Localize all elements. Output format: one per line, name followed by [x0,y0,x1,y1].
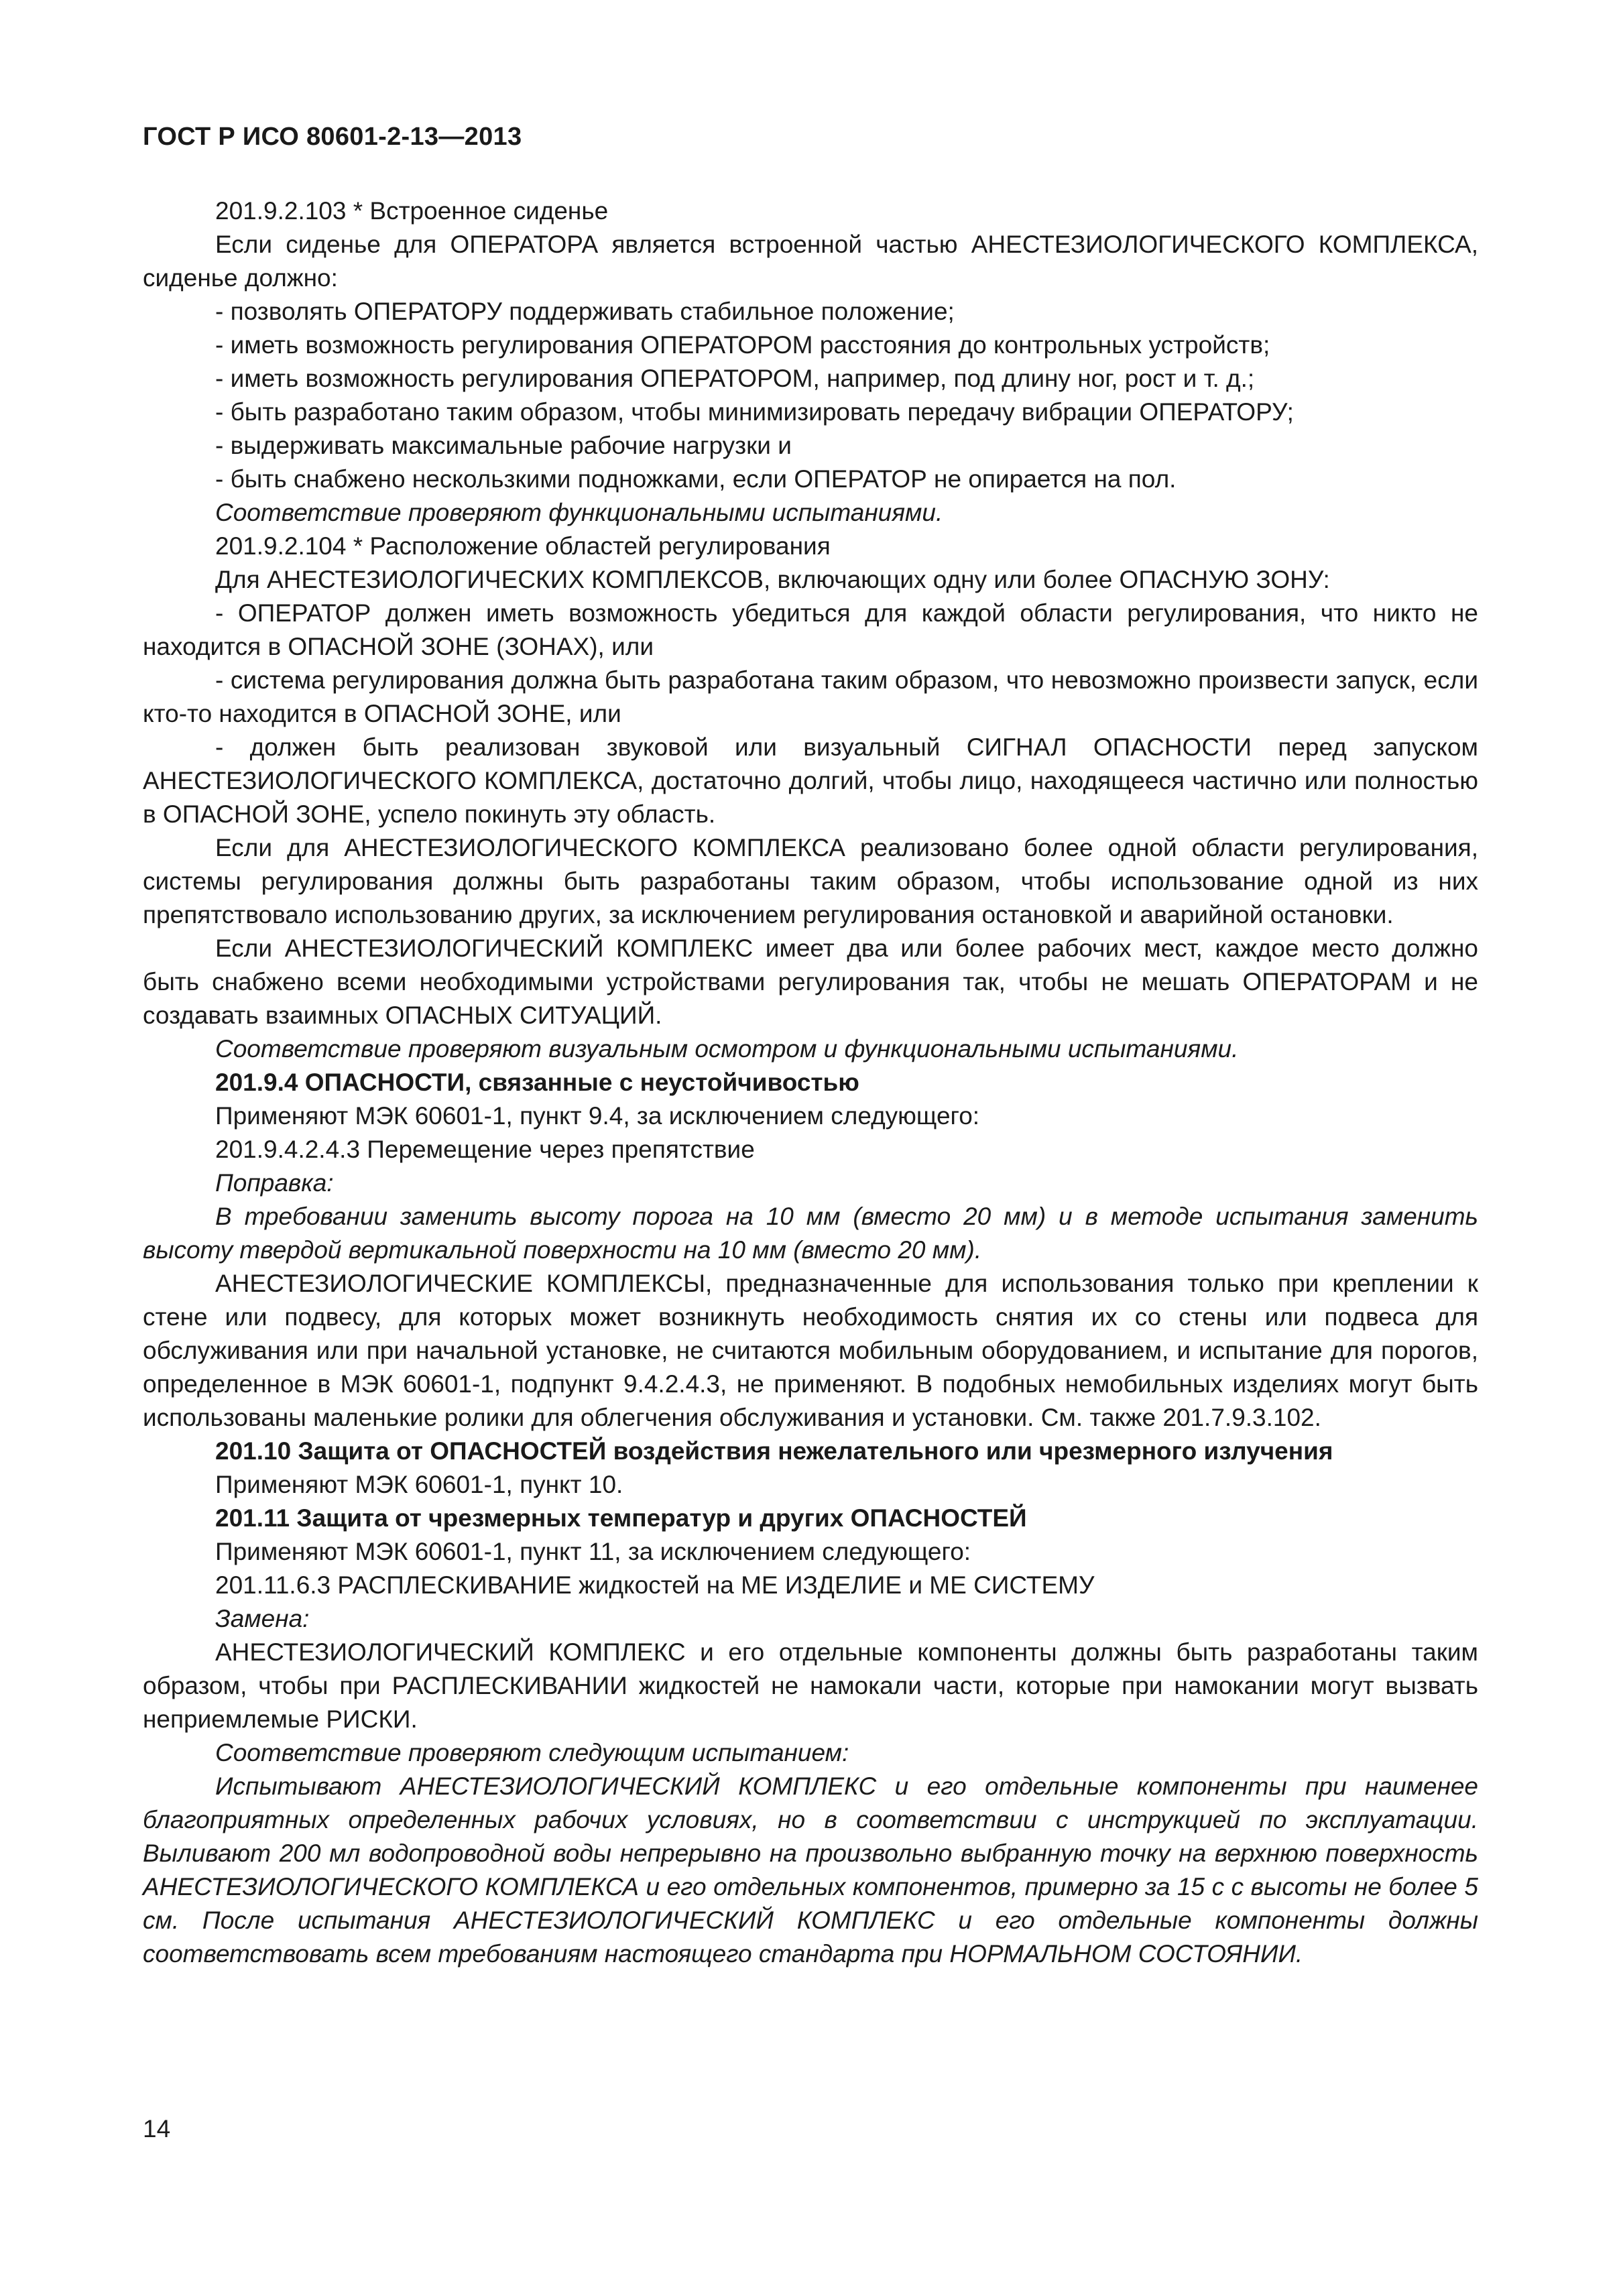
list-item: - быть разработано таким образом, чтобы минимизировать передачу вибрации ОПЕРАТОРУ; [215,398,1294,426]
paragraph: Если сиденье для ОПЕРАТОРА является встроенной частью АНЕСТЕЗИОЛОГИЧЕСКОГО КОМПЛЕКСА, сиденье должно: [143,231,1478,292]
list-item: - иметь возможность регулирования ОПЕРАТОРОМ расстояния до контрольных устройств; [215,331,1270,359]
page-header-standard-id: ГОСТ Р ИСО 80601-2-13—2013 [143,123,522,151]
compliance-note: Соответствие проверяют следующим испытанием: [215,1739,849,1766]
replacement-label: Замена: [215,1605,310,1632]
section-heading: 201.11 Защита от чрезмерных температур и других ОПАСНОСТЕЙ [215,1504,1027,1532]
paragraph: Если АНЕСТЕЗИОЛОГИЧЕСКИЙ КОМПЛЕКС имеет два или более рабочих мест, каждое место должно быть снабжено всеми необходимыми устройствами регулирования так, чтобы не мешать ОПЕРАТОРАМ и не создавать взаимных ОПАСНЫХ СИТУАЦИЙ. [143,934,1478,1029]
test-procedure: Испытывают АНЕСТЕЗИОЛОГИЧЕСКИЙ КОМПЛЕКС и его отдельные компоненты при наименее благоприятных определенных рабочих условиях, но в соответствии с инструкцией по эксплуатации. Выливают 200 мл водопроводной воды непрерывно на произвольно выбранную точку на верхнюю поверхность АНЕСТЕЗИОЛОГИЧЕСКОГО КОМПЛЕКСА и его отдельных компонентов, примерно за 15 с с высоты не более 5 см. После испытания АНЕСТЕЗИОЛОГИЧЕСКИЙ КОМПЛЕКС и его отдельные компоненты должны соответствовать всем требованиям настоящего стандарта при НОРМАЛЬНОМ СОСТОЯНИИ. [143,1772,1478,1968]
compliance-note: Соответствие проверяют визуальным осмотром и функциональными испытаниями. [215,1035,1239,1063]
list-item: - иметь возможность регулирования ОПЕРАТОРОМ, например, под длину ног, рост и т. д.; [215,365,1255,392]
paragraph: Применяют МЭК 60601-1, пункт 9.4, за исключением следующего: [215,1102,980,1130]
paragraph: Для АНЕСТЕЗИОЛОГИЧЕСКИХ КОМПЛЕКСОВ, включающих одну или более ОПАСНУЮ ЗОНУ: [215,566,1330,593]
list-item: - должен быть реализован звуковой или визуальный СИГНАЛ ОПАСНОСТИ перед запуском АНЕСТЕЗИОЛОГИЧЕСКОГО КОМПЛЕКСА, достаточно долгий, чтобы лицо, находящееся частично или полностью в ОПАСНОЙ ЗОНЕ, успело покинуть эту область. [143,733,1478,828]
paragraph: Применяют МЭК 60601-1, пункт 10. [215,1471,623,1498]
list-item: - система регулирования должна быть разработана таким образом, что невозможно произвести запуск, если кто-то находится в ОПАСНОЙ ЗОНЕ, или [143,666,1478,727]
clause-heading: 201.9.2.103 * Встроенное сиденье [215,197,609,225]
paragraph: Если для АНЕСТЕЗИОЛОГИЧЕСКОГО КОМПЛЕКСА реализовано более одной области регулирования, системы регулирования должны быть разработаны таким образом, чтобы использование одной из них препятствовало использованию других, за исключением регулирования остановкой и аварийной остановки. [143,834,1478,928]
list-item: - выдерживать максимальные рабочие нагрузки и [215,432,792,459]
document-body [143,194,1478,1971]
compliance-note: Соответствие проверяют функциональными испытаниями. [215,499,943,526]
paragraph: АНЕСТЕЗИОЛОГИЧЕСКИЕ КОМПЛЕКСЫ, предназначенные для использования только при креплении к стене или подвесу, для которых может возникнуть необходимость снятия их со стены или подвеса для обслуживания или при начальной установке, не считаются мобильным оборудованием, и испытание для порогов, определенное в МЭК 60601-1, подпункт 9.4.2.4.3, не применяют. В подобных немобильных изделиях могут быть использованы маленькие ролики для облегчения обслуживания и установки. См. также 201.7.9.3.102. [143,1270,1478,1431]
clause-heading: 201.9.4.2.4.3 Перемещение через препятствие [215,1136,755,1163]
amendment-text: В требовании заменить высоту порога на 10 мм (вместо 20 мм) и в методе испытания заменить высоту твердой вертикальной поверхности на 10 мм (вместо 20 мм). [143,1203,1478,1264]
list-item: - быть снабжено нескользкими подножками, если ОПЕРАТОР не опирается на пол. [215,465,1177,493]
section-heading: 201.10 Защита от ОПАСНОСТЕЙ воздействия нежелательного или чрезмерного излучения [215,1437,1333,1465]
amendment-label: Поправка: [215,1169,334,1197]
clause-heading: 201.11.6.3 РАСПЛЕСКИВАНИЕ жидкостей на МЕ ИЗДЕЛИЕ и МЕ СИСТЕМУ [215,1571,1095,1599]
list-item: - ОПЕРАТОР должен иметь возможность убедиться для каждой области регулирования, что никто не находится в ОПАСНОЙ ЗОНЕ (ЗОНАХ), или [143,599,1478,660]
list-item: - позволять ОПЕРАТОРУ поддерживать стабильное положение; [215,298,955,325]
section-heading: 201.9.4 ОПАСНОСТИ, связанные с неустойчивостью [215,1069,859,1096]
paragraph: Применяют МЭК 60601-1, пункт 11, за исключением следующего: [215,1538,971,1565]
paragraph: АНЕСТЕЗИОЛОГИЧЕСКИЙ КОМПЛЕКС и его отдельные компоненты должны быть разработаны таким образом, чтобы при РАСПЛЕСКИВАНИИ жидкостей не намокали части, которые при намокании могут вызвать неприемлемые РИСКИ. [143,1638,1478,1733]
page-number: 14 [143,2115,171,2142]
clause-heading: 201.9.2.104 * Расположение областей регулирования [215,532,831,560]
